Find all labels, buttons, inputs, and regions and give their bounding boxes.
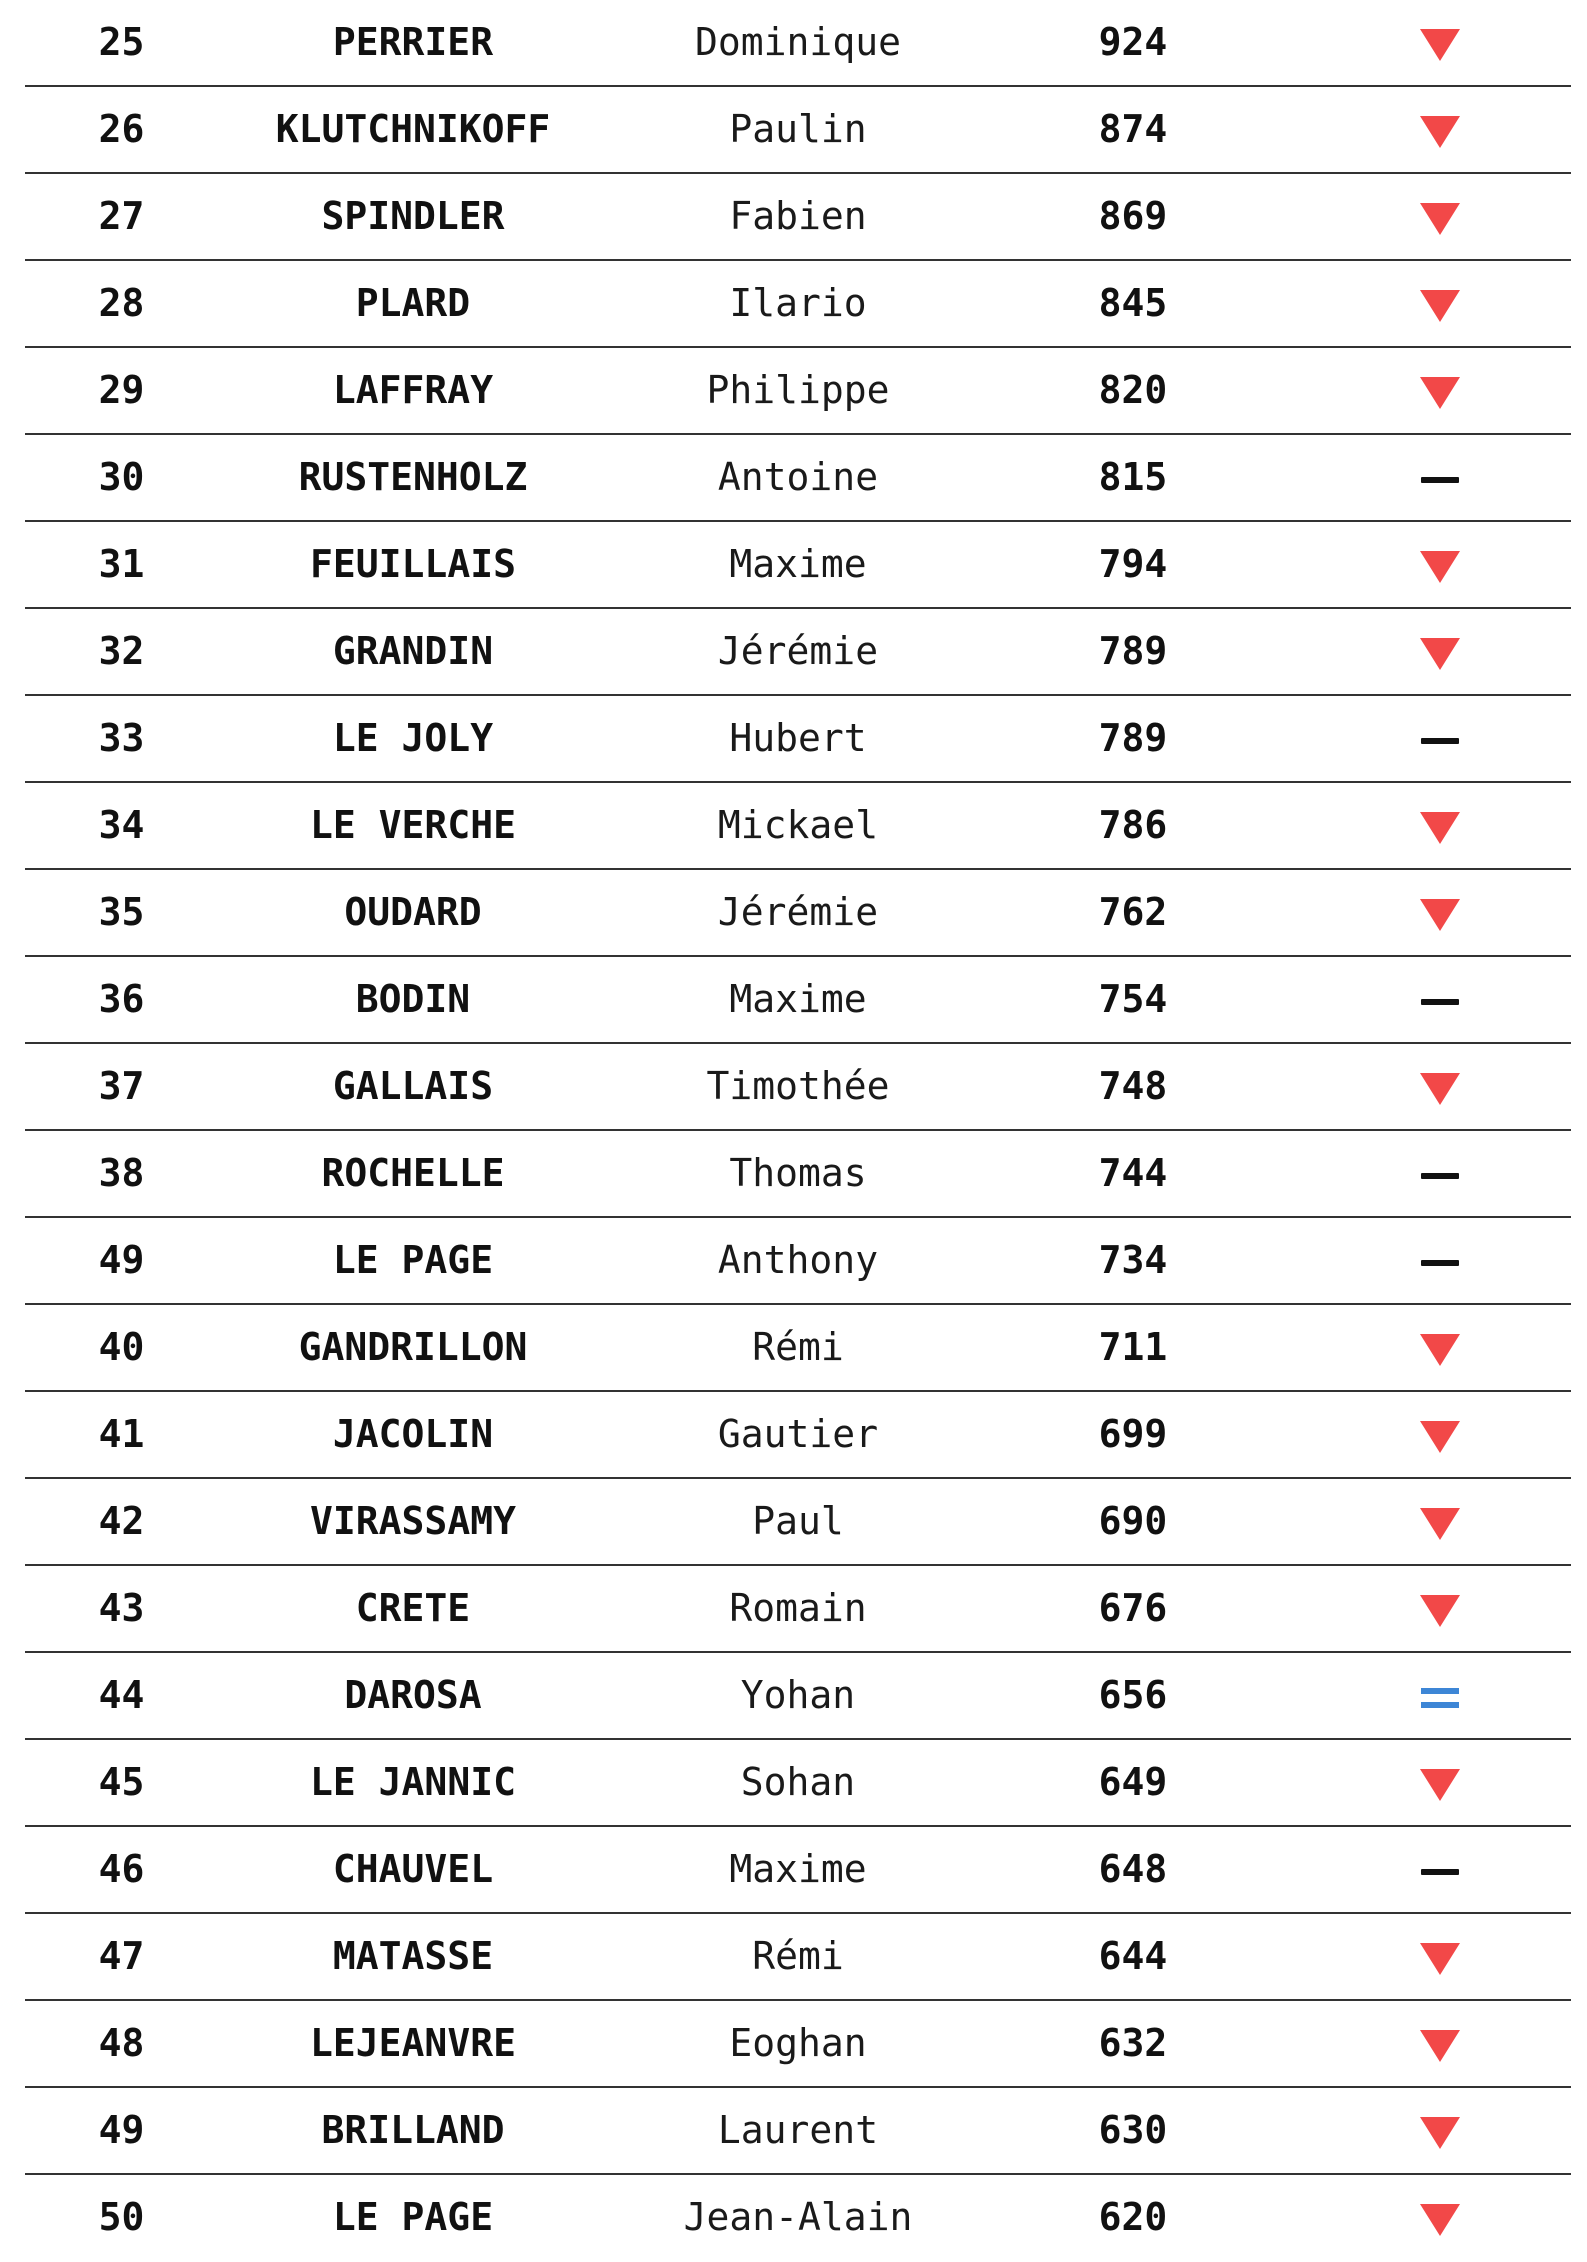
first-name-cell: Paul: [752, 1499, 844, 1543]
table-row: [25, 1827, 1571, 1914]
first-name-cell: Timothée: [706, 1064, 890, 1108]
points-cell: 789: [1098, 716, 1168, 760]
rank-cell: 47: [98, 1934, 145, 1978]
rank-cell: 40: [98, 1325, 145, 1369]
table-row: [25, 174, 1571, 261]
table-row: [25, 1653, 1571, 1740]
trend-cell: [1385, 1740, 1495, 1825]
last-name-cell: LE PAGE: [332, 1238, 494, 1282]
down-triangle-icon: [1420, 203, 1460, 235]
points-cell: 656: [1098, 1673, 1168, 1717]
rank-cell: 35: [98, 890, 145, 934]
first-name-cell: Mickael: [717, 803, 879, 847]
down-triangle-icon: [1420, 1595, 1460, 1627]
dash-icon: [1421, 1869, 1459, 1875]
last-name-cell: CRETE: [355, 1586, 471, 1630]
table-row: [25, 696, 1571, 783]
points-cell: 748: [1098, 1064, 1168, 1108]
table-row: [25, 1044, 1571, 1131]
trend-cell: [1385, 696, 1495, 781]
down-triangle-icon: [1420, 1769, 1460, 1801]
first-name-cell: Eoghan: [729, 2021, 867, 2065]
points-cell: 924: [1098, 20, 1168, 64]
table-row: [25, 261, 1571, 348]
rank-cell: 43: [98, 1586, 145, 1630]
rank-cell: 37: [98, 1064, 145, 1108]
first-name-cell: Maxime: [729, 1847, 867, 1891]
points-cell: 620: [1098, 2195, 1168, 2239]
down-triangle-icon: [1420, 812, 1460, 844]
rank-cell: 34: [98, 803, 145, 847]
table-row: [25, 0, 1571, 87]
dash-icon: [1421, 477, 1459, 483]
table-row: [25, 87, 1571, 174]
dash-icon: [1421, 999, 1459, 1005]
table-row: [25, 1305, 1571, 1392]
ranking-table: [25, 0, 1571, 2262]
trend-cell: [1385, 1914, 1495, 1999]
down-triangle-icon: [1420, 377, 1460, 409]
rank-cell: 50: [98, 2195, 145, 2239]
rank-cell: 46: [98, 1847, 145, 1891]
points-cell: 754: [1098, 977, 1168, 1021]
points-cell: 676: [1098, 1586, 1168, 1630]
first-name-cell: Thomas: [729, 1151, 867, 1195]
trend-cell: [1385, 1479, 1495, 1564]
points-cell: 699: [1098, 1412, 1168, 1456]
trend-cell: [1385, 348, 1495, 433]
table-row: [25, 2001, 1571, 2088]
dash-icon: [1421, 738, 1459, 744]
rank-cell: 45: [98, 1760, 145, 1804]
down-triangle-icon: [1420, 1073, 1460, 1105]
points-cell: 632: [1098, 2021, 1168, 2065]
rank-cell: 49: [98, 1238, 145, 1282]
rank-cell: 27: [98, 194, 145, 238]
rank-cell: 29: [98, 368, 145, 412]
last-name-cell: VIRASSAMY: [310, 1499, 516, 1543]
trend-cell: [1385, 2175, 1495, 2260]
first-name-cell: Yohan: [740, 1673, 856, 1717]
first-name-cell: Paulin: [729, 107, 867, 151]
points-cell: 630: [1098, 2108, 1168, 2152]
table-row: [25, 1392, 1571, 1479]
last-name-cell: LEJEANVRE: [310, 2021, 516, 2065]
points-cell: 869: [1098, 194, 1168, 238]
down-triangle-icon: [1420, 1508, 1460, 1540]
last-name-cell: LE JANNIC: [310, 1760, 516, 1804]
trend-cell: [1385, 609, 1495, 694]
first-name-cell: Ilario: [729, 281, 867, 325]
rank-cell: 26: [98, 107, 145, 151]
last-name-cell: CHAUVEL: [332, 1847, 494, 1891]
rank-cell: 44: [98, 1673, 145, 1717]
trend-cell: [1385, 87, 1495, 172]
rank-cell: 31: [98, 542, 145, 586]
points-cell: 762: [1098, 890, 1168, 934]
dash-icon: [1421, 1173, 1459, 1179]
trend-cell: [1385, 522, 1495, 607]
last-name-cell: ROCHELLE: [321, 1151, 505, 1195]
down-triangle-icon: [1420, 899, 1460, 931]
rank-cell: 30: [98, 455, 145, 499]
table-row: [25, 870, 1571, 957]
last-name-cell: BRILLAND: [321, 2108, 505, 2152]
points-cell: 690: [1098, 1499, 1168, 1543]
trend-cell: [1385, 174, 1495, 259]
first-name-cell: Hubert: [729, 716, 867, 760]
first-name-cell: Gautier: [717, 1412, 879, 1456]
first-name-cell: Romain: [729, 1586, 867, 1630]
down-triangle-icon: [1420, 1334, 1460, 1366]
last-name-cell: SPINDLER: [321, 194, 505, 238]
table-row: [25, 1479, 1571, 1566]
equal-icon: [1421, 1688, 1459, 1708]
table-row: [25, 1566, 1571, 1653]
rank-cell: 25: [98, 20, 145, 64]
points-cell: 649: [1098, 1760, 1168, 1804]
trend-cell: [1385, 870, 1495, 955]
points-cell: 789: [1098, 629, 1168, 673]
first-name-cell: Anthony: [717, 1238, 879, 1282]
rank-cell: 36: [98, 977, 145, 1021]
down-triangle-icon: [1420, 638, 1460, 670]
down-triangle-icon: [1420, 1421, 1460, 1453]
table-row: [25, 1914, 1571, 2001]
trend-cell: [1385, 0, 1495, 85]
table-row: [25, 522, 1571, 609]
first-name-cell: Dominique: [695, 20, 901, 64]
first-name-cell: Sohan: [740, 1760, 856, 1804]
last-name-cell: FEUILLAIS: [310, 542, 516, 586]
rank-cell: 28: [98, 281, 145, 325]
first-name-cell: Jean-Alain: [683, 2195, 913, 2239]
down-triangle-icon: [1420, 1943, 1460, 1975]
first-name-cell: Rémi: [752, 1325, 844, 1369]
last-name-cell: GRANDIN: [332, 629, 494, 673]
points-cell: 820: [1098, 368, 1168, 412]
last-name-cell: GANDRILLON: [298, 1325, 528, 1369]
trend-cell: [1385, 2088, 1495, 2173]
last-name-cell: PLARD: [355, 281, 471, 325]
table-row: [25, 1218, 1571, 1305]
first-name-cell: Jérémie: [717, 890, 879, 934]
table-row: [25, 348, 1571, 435]
trend-cell: [1385, 1218, 1495, 1303]
last-name-cell: RUSTENHOLZ: [298, 455, 528, 499]
trend-cell: [1385, 435, 1495, 520]
points-cell: 744: [1098, 1151, 1168, 1195]
first-name-cell: Fabien: [729, 194, 867, 238]
points-cell: 845: [1098, 281, 1168, 325]
last-name-cell: LE VERCHE: [310, 803, 516, 847]
points-cell: 786: [1098, 803, 1168, 847]
rank-cell: 32: [98, 629, 145, 673]
first-name-cell: Maxime: [729, 542, 867, 586]
last-name-cell: JACOLIN: [332, 1412, 494, 1456]
table-row: [25, 435, 1571, 522]
trend-cell: [1385, 1566, 1495, 1651]
last-name-cell: LE JOLY: [332, 716, 494, 760]
trend-cell: [1385, 1305, 1495, 1390]
first-name-cell: Rémi: [752, 1934, 844, 1978]
last-name-cell: LAFFRAY: [332, 368, 494, 412]
last-name-cell: LE PAGE: [332, 2195, 494, 2239]
table-row: [25, 609, 1571, 696]
down-triangle-icon: [1420, 116, 1460, 148]
table-row: [25, 1740, 1571, 1827]
rank-cell: 49: [98, 2108, 145, 2152]
points-cell: 815: [1098, 455, 1168, 499]
last-name-cell: BODIN: [355, 977, 471, 1021]
points-cell: 794: [1098, 542, 1168, 586]
down-triangle-icon: [1420, 551, 1460, 583]
trend-cell: [1385, 261, 1495, 346]
down-triangle-icon: [1420, 2117, 1460, 2149]
first-name-cell: Maxime: [729, 977, 867, 1021]
points-cell: 874: [1098, 107, 1168, 151]
trend-cell: [1385, 1392, 1495, 1477]
trend-cell: [1385, 783, 1495, 868]
first-name-cell: Antoine: [717, 455, 879, 499]
trend-cell: [1385, 957, 1495, 1042]
last-name-cell: DAROSA: [344, 1673, 482, 1717]
first-name-cell: Philippe: [706, 368, 890, 412]
table-row: [25, 783, 1571, 870]
trend-cell: [1385, 2001, 1495, 2086]
first-name-cell: Jérémie: [717, 629, 879, 673]
last-name-cell: MATASSE: [332, 1934, 494, 1978]
first-name-cell: Laurent: [717, 2108, 879, 2152]
last-name-cell: OUDARD: [344, 890, 482, 934]
trend-cell: [1385, 1044, 1495, 1129]
rank-cell: 48: [98, 2021, 145, 2065]
down-triangle-icon: [1420, 29, 1460, 61]
table-row: [25, 957, 1571, 1044]
last-name-cell: KLUTCHNIKOFF: [275, 107, 551, 151]
last-name-cell: PERRIER: [332, 20, 494, 64]
down-triangle-icon: [1420, 2030, 1460, 2062]
points-cell: 644: [1098, 1934, 1168, 1978]
down-triangle-icon: [1420, 2204, 1460, 2236]
table-row: [25, 2175, 1571, 2262]
last-name-cell: GALLAIS: [332, 1064, 494, 1108]
rank-cell: 38: [98, 1151, 145, 1195]
points-cell: 711: [1098, 1325, 1168, 1369]
rank-cell: 33: [98, 716, 145, 760]
rank-cell: 42: [98, 1499, 145, 1543]
down-triangle-icon: [1420, 290, 1460, 322]
trend-cell: [1385, 1827, 1495, 1912]
rank-cell: 41: [98, 1412, 145, 1456]
trend-cell: [1385, 1653, 1495, 1738]
points-cell: 734: [1098, 1238, 1168, 1282]
table-row: [25, 1131, 1571, 1218]
dash-icon: [1421, 1260, 1459, 1266]
table-row: [25, 2088, 1571, 2175]
points-cell: 648: [1098, 1847, 1168, 1891]
trend-cell: [1385, 1131, 1495, 1216]
